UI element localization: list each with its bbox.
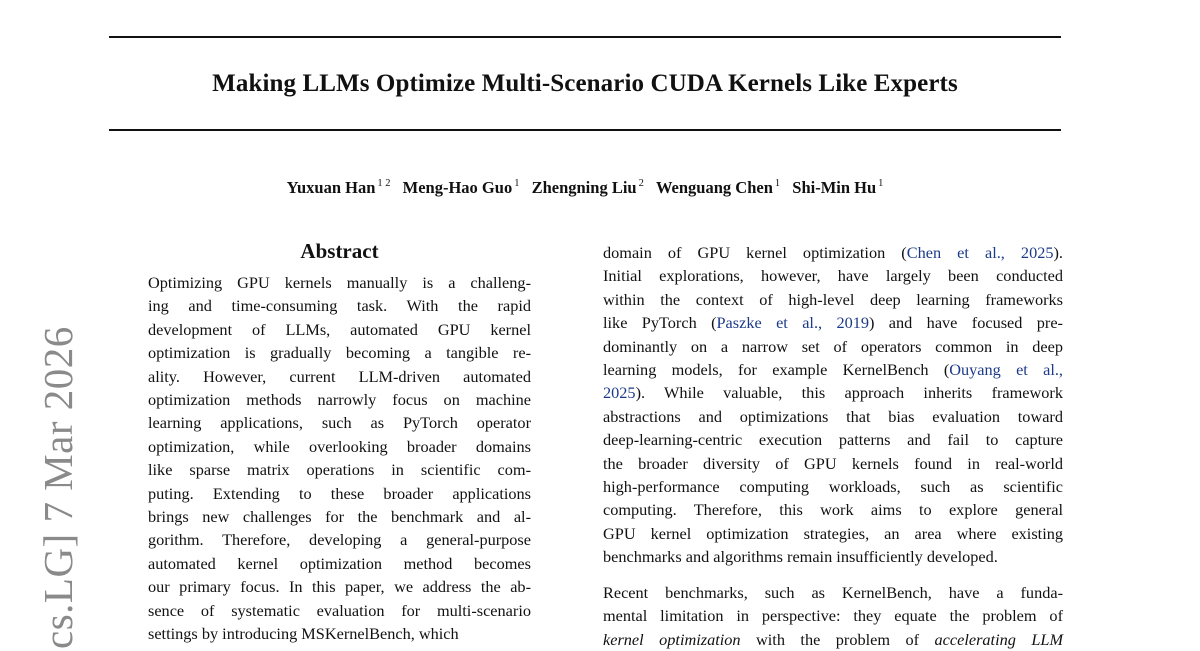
body-line: mental limitation in perspective: they equate the problem of <box>603 606 1063 626</box>
abstract-line: like sparse matrix operations in scientific com- <box>148 460 531 480</box>
abstract-line: learning applications, such as PyTorch operator <box>148 413 531 433</box>
body-line: GPU kernel optimization strategies, an area where existing <box>603 523 1063 543</box>
title-rule-top <box>109 36 1061 38</box>
body-line: learning models, for example KernelBench (Ouyang et al., <box>603 360 1063 380</box>
abstract-line: optimization methods narrowly focus on machine <box>148 390 531 410</box>
abstract-line: optimization, while overlooking broader domains <box>148 436 531 456</box>
introduction-column <box>603 241 1063 651</box>
author: Wenguang Chen $^1$ <box>655 178 781 197</box>
author: Shi-Min Hu $^1$ <box>792 178 884 197</box>
abstract-column <box>148 237 531 646</box>
body-line: Initial explorations, however, have largely been conducted <box>603 266 1063 286</box>
abstract-heading: Abstract <box>300 239 379 263</box>
abstract-line: puting. Extending to these broader applications <box>148 483 531 503</box>
body-line: the broader diversity of GPU kernels found in real-world <box>603 453 1063 473</box>
citation-link[interactable]: Chen et al., 2025 <box>906 243 1054 262</box>
abstract-line: Optimizing GPU kernels manually is a challeng- <box>148 273 531 292</box>
title-rule-bottom <box>109 129 1061 131</box>
citation-link[interactable]: 2025 <box>603 383 636 403</box>
abstract-line: our primary focus. In this paper, we address the ab- <box>148 577 531 597</box>
abstract-line: gorithm. Therefore, developing a general-purpose <box>148 530 531 550</box>
author: Meng-Hao Guo $^1$ <box>402 178 520 197</box>
abstract-line: automated kernel optimization method becomes <box>148 553 531 573</box>
body-line: dominantly on a narrow set of operators common in deep <box>603 336 1063 356</box>
abstract-line: ing and time-consuming task. With the rapid <box>148 296 531 316</box>
citation-link[interactable]: Ouyang et al., <box>949 360 1063 380</box>
body-line: Recent benchmarks, such as KernelBench, have a funda- <box>603 582 1063 602</box>
body-line: like PyTorch (Paszke et al., 2019) and have focused pre- <box>603 313 1063 333</box>
arxiv-identifier-stamp: cs.LG] 7 Mar 2026 <box>35 326 81 649</box>
abstract-line: brings new challenges for the benchmark and al- <box>148 507 531 527</box>
body-line: benchmarks and algorithms remain insufficiently developed. <box>603 547 998 567</box>
abstract-body <box>148 271 531 646</box>
author-list <box>0 172 1170 200</box>
citation-link[interactable]: Paszke et al., 2019 <box>716 313 870 333</box>
body-line: deep-learning-centric execution patterns and fail to capture <box>603 430 1063 450</box>
author: Zhengning Liu $^2$ <box>531 178 644 197</box>
author: Yuxuan Han $^{1 2}$ <box>286 178 391 197</box>
abstract-line: ality. However, current LLM-driven automated <box>148 366 531 386</box>
abstract-line: development of LLMs, automated GPU kernel <box>148 319 531 339</box>
abstract-line: sence of systematic evaluation for multi-scenario <box>148 600 531 620</box>
body-line: computing. Therefore, this work aims to explore general <box>603 500 1063 520</box>
body-line: high-performance computing workloads, such as scientific <box>603 477 1063 497</box>
body-line: domain of GPU kernel optimization (Chen et al., 2025). <box>603 243 1063 262</box>
body-line: kernel optimization with the problem of accelerating LLM <box>603 629 1064 649</box>
body-line: within the context of high-level deep learning frameworks <box>603 289 1063 309</box>
body-line: abstractions and optimizations that bias evaluation toward <box>603 406 1063 426</box>
body-line: 2025). While valuable, this approach inherits framework <box>603 383 1063 403</box>
paper-title: Making LLMs Optimize Multi-Scenario CUDA Kernels Like Experts <box>212 70 958 97</box>
abstract-line: settings by introducing MSKernelBench, which <box>148 624 459 644</box>
abstract-line: optimization is gradually becoming a tangible re- <box>148 343 531 363</box>
intro-paragraph-2 <box>603 581 1063 651</box>
intro-paragraph-1 <box>603 241 1063 569</box>
